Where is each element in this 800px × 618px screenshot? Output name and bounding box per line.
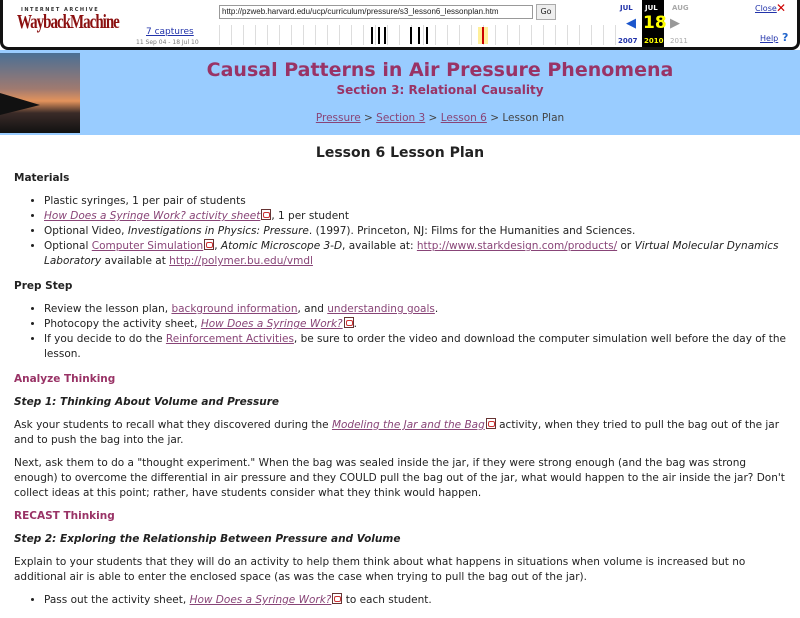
text: , xyxy=(214,240,221,252)
internet-archive-label: INTERNET ARCHIVE xyxy=(21,7,100,13)
text: Next, ask them to do a "thought experiment." When the bag was sealed inside the jar, if they were strong enough (and the bag was strong enough) to overcome the differential in air pressure and they COULD pull the bag out of the jar, what would happen to the air inside the jar? Don't collect ideas at this point; rather, have students consider what they think would happen. xyxy=(14,457,785,499)
link[interactable]: Pressure xyxy=(315,112,361,124)
text: , 1 per student xyxy=(271,210,349,222)
link[interactable]: background information xyxy=(171,303,298,315)
site-banner xyxy=(0,50,800,135)
paragraph xyxy=(14,418,786,448)
text: , be sure to order the video and download the computer simulation well before the day of the lesson. xyxy=(44,333,786,360)
current-year: 2010 xyxy=(644,37,664,45)
lesson-content xyxy=(14,146,786,618)
link[interactable]: understanding goals xyxy=(327,303,435,315)
next-month: AUG xyxy=(672,4,689,12)
link[interactable]: Section 3 xyxy=(376,112,426,124)
sunset-wing-photo xyxy=(0,53,80,133)
text: . xyxy=(353,318,357,330)
bullet-list xyxy=(44,194,786,269)
prev-arrow-icon[interactable]: ◀ xyxy=(626,16,636,31)
list-item xyxy=(44,239,786,269)
text: or xyxy=(617,240,635,252)
help-icon[interactable]: ? xyxy=(782,31,789,44)
link[interactable]: Modeling the Jar and the Bag xyxy=(331,419,485,431)
text: Plastic syringes, 1 per pair of students xyxy=(44,195,246,207)
text: Optional xyxy=(44,240,92,252)
step-heading: Step 1: Thinking About Volume and Pressure xyxy=(14,396,280,408)
text: Review the lesson plan, xyxy=(44,303,172,315)
section-heading: Materials xyxy=(14,172,70,184)
list-item xyxy=(44,209,786,224)
link[interactable]: Computer Simulation xyxy=(91,240,204,252)
text: Photocopy the activity sheet, xyxy=(44,318,201,330)
text: Optional Video, xyxy=(44,225,128,237)
list-item xyxy=(44,332,786,362)
capture-range: 11 Sep 04 - 18 Jul 10 xyxy=(136,39,199,46)
site-subtitle: Section 3: Relational Causality xyxy=(336,83,544,97)
text: . xyxy=(434,303,439,315)
text: activity, when they tried to pull the bag out of the jar and to push the bag into the jar. xyxy=(14,419,780,446)
paragraph xyxy=(14,456,786,501)
text: > Lesson Plan xyxy=(486,112,565,124)
go-button[interactable]: Go xyxy=(536,4,556,20)
list-item xyxy=(44,224,786,239)
pdf-icon[interactable] xyxy=(344,317,354,328)
link[interactable]: Lesson 6 xyxy=(440,112,487,124)
italic-text: Investigations in Physics: Pressure xyxy=(127,225,309,237)
next-year: 2011 xyxy=(670,37,688,45)
text: Explain to your students that they will do an activity to help them think about what happens in situations when volume is increased but no additional air is able to enter the enclosed space (as was the case when trying to pull the bag out of the jar). xyxy=(14,556,746,583)
next-arrow-icon: ▶ xyxy=(670,16,680,31)
paragraph xyxy=(14,555,786,585)
text: Ask your students to recall what they discovered during the xyxy=(14,419,332,431)
capture-timeline[interactable] xyxy=(208,25,616,45)
close-link[interactable]: Close xyxy=(755,4,777,13)
site-title: Causal Patterns in Air Pressure Phenomena xyxy=(206,59,674,81)
section-heading: RECAST Thinking xyxy=(14,510,115,522)
italic-text: Virtual Molecular Dynamics Laboratory xyxy=(44,240,779,267)
link[interactable]: http://polymer.bu.edu/vmdl xyxy=(169,255,313,267)
step-heading: Step 2: Exploring the Relationship Between Pressure and Volume xyxy=(14,533,401,545)
list-item xyxy=(44,194,786,209)
text: , and xyxy=(297,303,328,315)
link[interactable]: How Does a Syringe Work? xyxy=(189,594,332,606)
help-link[interactable]: Help xyxy=(760,34,779,43)
current-month: JUL xyxy=(645,4,658,12)
text: . (1997). Princeton, NJ: Films for the Humanities and Sciences. xyxy=(308,225,636,237)
pdf-icon[interactable] xyxy=(261,209,271,220)
link[interactable]: Reinforcement Activities xyxy=(165,333,294,345)
wayback-toolbar xyxy=(0,0,800,50)
text: , available at: xyxy=(342,240,417,252)
list-item xyxy=(44,317,786,332)
text: > xyxy=(360,112,377,124)
pdf-icon[interactable] xyxy=(204,239,214,250)
text: If you decide to do the xyxy=(44,333,166,345)
pdf-icon[interactable] xyxy=(332,593,342,604)
breadcrumb xyxy=(80,112,800,124)
text: to each student. xyxy=(342,594,432,606)
link[interactable]: How Does a Syringe Work? activity sheet xyxy=(44,210,261,222)
prev-year[interactable]: 2007 xyxy=(618,37,638,45)
pdf-icon[interactable] xyxy=(486,418,496,429)
link[interactable]: How Does a Syringe Work? xyxy=(200,318,343,330)
text: available at xyxy=(101,255,170,267)
link[interactable]: http://www.starkdesign.com/products/ xyxy=(416,240,618,252)
list-item xyxy=(44,302,786,317)
text: > xyxy=(425,112,441,124)
captures-link[interactable]: 7 captures xyxy=(146,27,194,37)
bullet-list xyxy=(44,302,786,362)
list-item xyxy=(44,593,786,608)
section-heading: Analyze Thinking xyxy=(14,373,116,385)
prev-month: JUL xyxy=(620,4,633,12)
wayback-logo[interactable]: WaybackMachine xyxy=(17,12,119,34)
italic-text: Atomic Microscope 3-D xyxy=(220,240,343,252)
url-input[interactable]: http://pzweb.harvard.edu/ucp/curriculum/pressure/s3_lesson6_lessonplan.htm xyxy=(219,5,533,19)
text: Pass out the activity sheet, xyxy=(44,594,190,606)
bullet-list xyxy=(44,593,786,608)
current-day: 18 xyxy=(643,13,667,33)
page-title: Lesson 6 Lesson Plan xyxy=(315,145,485,161)
close-icon[interactable]: ✕ xyxy=(776,1,787,15)
section-heading: Prep Step xyxy=(14,280,73,292)
